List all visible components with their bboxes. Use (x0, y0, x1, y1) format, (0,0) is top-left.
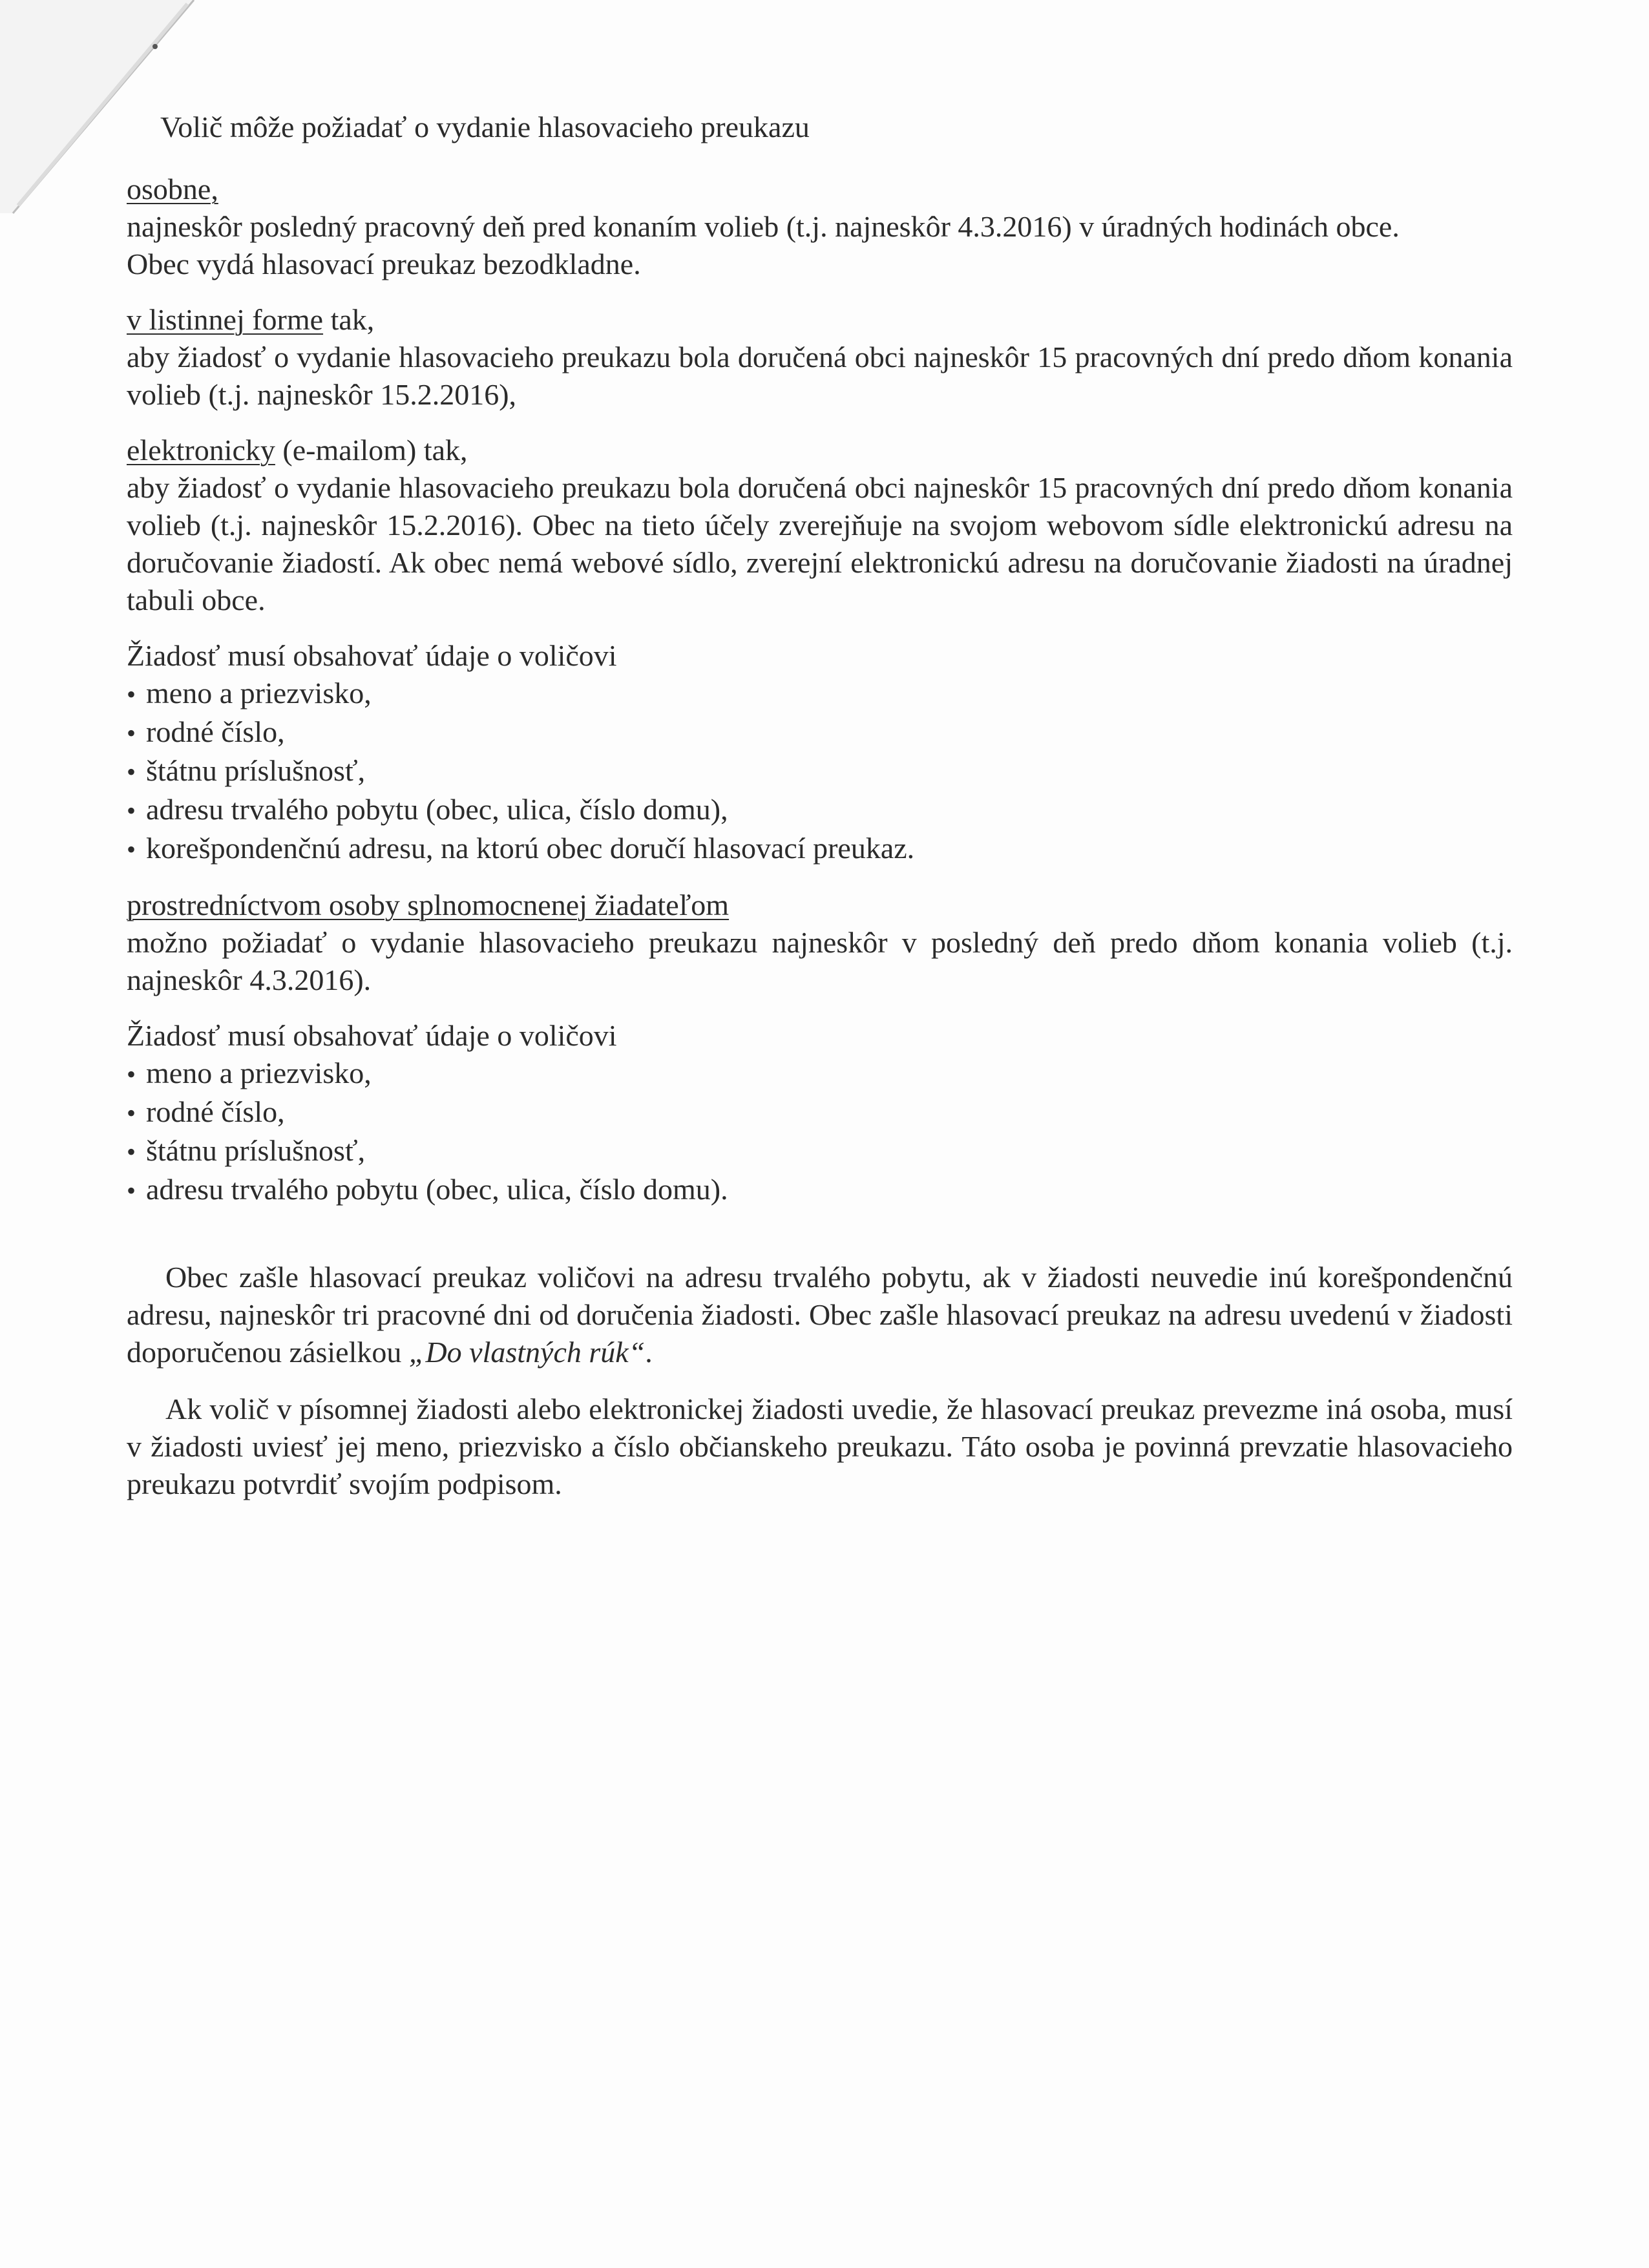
list-item: • adresu trvalého pobytu (obec, ulica, číslo domu). (127, 1171, 1513, 1210)
list-item: • meno a priezvisko, (127, 1055, 1513, 1093)
elektronicky-text: aby žiadosť o vydanie hlasovacieho preukazu bola doručená obci najneskôr 15 pracovných dní predo dňom konania volieb (t.j. najneskôr 15.2.2016). Obec na tieto účely zverejňuje na svojom webovom sídle elektronickú adresu na doručovanie žiadostí. Ak obec nemá webové sídlo, zverejní elektronickú adresu na doručovanie žiadosti na úradnej tabuli obce. (127, 471, 1513, 616)
document-body (127, 109, 1513, 1503)
list-item: • štátnu príslušnosť, (127, 1132, 1513, 1171)
heading-osobne: osobne, (127, 173, 218, 205)
heading-splnomocnena: prostredníctvom osoby splnomocnenej žiadateľom (127, 888, 730, 921)
osobne-text-2: Obec vydá hlasovací preukaz bezodkladne. (127, 247, 641, 280)
bullet-icon: • (127, 835, 136, 864)
bullet-icon: • (127, 680, 136, 709)
requirements-2-heading: Žiadosť musí obsahovať údaje o voličovi (127, 1019, 617, 1052)
heading-listinna-rest: tak, (323, 303, 375, 336)
list-item: • adresu trvalého pobytu (obec, ulica, číslo domu), (127, 791, 1513, 830)
bullet-icon: • (127, 1176, 136, 1205)
proxy-paragraph: Ak volič v písomnej žiadosti alebo elektronickej žiadosti uvedie, že hlasovací preukaz prevezme iná osoba, musí v žiadosti uviesť jej meno, priezvisko a číslo občianskeho preukazu. Táto osoba je povinná prevzatie hlasovacieho preukazu potvrdiť svojím podpisom. (127, 1392, 1513, 1500)
heading-listinna: v listinnej forme (127, 303, 324, 336)
list-item: • rodné číslo, (127, 1093, 1513, 1132)
list-item: • korešpondenčnú adresu, na ktorú obec doručí hlasovací preukaz. (127, 830, 1513, 868)
bullet-icon: • (127, 1137, 136, 1166)
section-listinna (127, 301, 1513, 414)
delivery-paragraph: Obec zašle hlasovací preukaz voličovi na adresu trvalého pobytu, ak v žiadosti neuvedie inú korešpondenčnú adresu, najneskôr tri pracovné dni od doručenia žiadosti. Obec zašle hlasovací preukaz na adresu uvedenú v žiadosti doporučenou zásielkou „Do vlastných rúk“. (127, 1261, 1513, 1369)
bullet-icon: • (127, 796, 136, 825)
splnomocnena-text: možno požiadať o vydanie hlasovacieho preukazu najneskôr v posledný deň predo dňom konania volieb (t.j. najneskôr 4.3.2016). (127, 926, 1513, 996)
requirements-1-list (127, 675, 1513, 868)
heading-elektronicky-rest: (e-mailom) tak, (275, 434, 468, 467)
section-requirements-1 (127, 637, 1513, 868)
intro-line: Volič môže požiadať o vydanie hlasovacieho preukazu (160, 110, 810, 143)
bullet-icon: • (127, 1060, 136, 1089)
heading-elektronicky: elektronicky (127, 434, 275, 467)
bullet-icon: • (127, 719, 136, 748)
requirements-2-list (127, 1055, 1513, 1210)
osobne-text: najneskôr posledný pracovný deň pred konaním volieb (t.j. najneskôr 4.3.2016) v úradných hodinách obce. (127, 210, 1400, 243)
list-item: • štátnu príslušnosť, (127, 752, 1513, 791)
list-item: • rodné číslo, (127, 713, 1513, 752)
delivery-italic-phrase: „Do vlastných rúk“ (408, 1336, 646, 1369)
listinna-text: aby žiadosť o vydanie hlasovacieho preukazu bola doručená obci najneskôr 15 pracovných dní predo dňom konania volieb (t.j. najneskôr 15.2.2016), (127, 341, 1513, 411)
bullet-icon: • (127, 1098, 136, 1128)
section-requirements-2 (127, 1017, 1513, 1210)
bullet-icon: • (127, 757, 136, 786)
section-osobne (127, 171, 1513, 283)
section-elektronicky (127, 432, 1513, 619)
section-splnomocnena (127, 887, 1513, 999)
requirements-1-heading: Žiadosť musí obsahovať údaje o voličovi (127, 639, 617, 672)
list-item: • meno a priezvisko, (127, 675, 1513, 713)
